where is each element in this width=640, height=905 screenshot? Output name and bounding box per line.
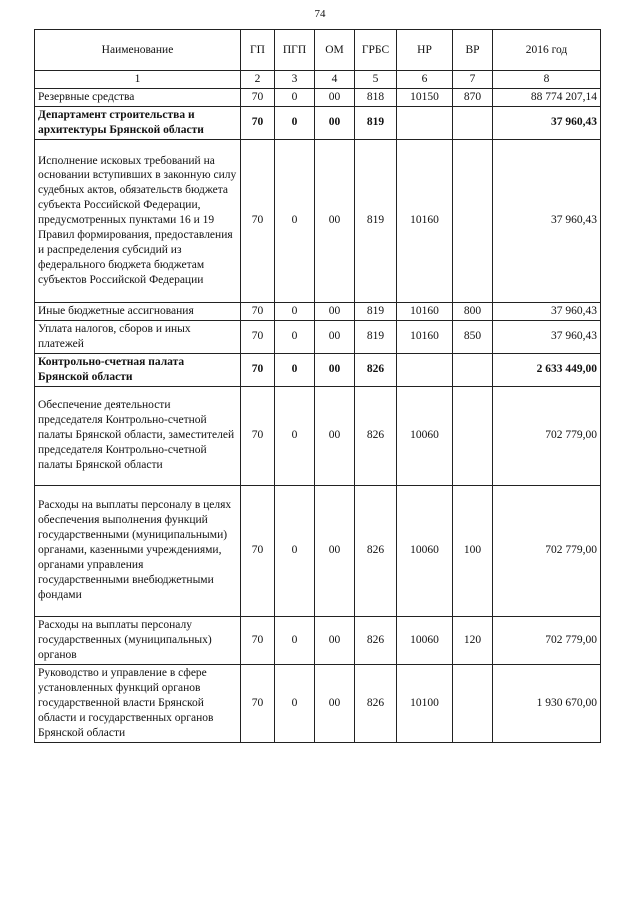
row-amount: 37 960,43 — [493, 139, 601, 302]
row-pgp: 0 — [275, 320, 315, 353]
header-vr: ВР — [453, 30, 493, 71]
row-amount: 702 779,00 — [493, 485, 601, 616]
row-nr: 10160 — [397, 302, 453, 320]
row-vr — [453, 353, 493, 386]
header-nr: НР — [397, 30, 453, 71]
row-amount: 702 779,00 — [493, 616, 601, 664]
row-om: 00 — [315, 664, 355, 742]
row-gp: 70 — [241, 485, 275, 616]
row-name: Расходы на выплаты персоналу государственных (муниципальных) органов — [35, 616, 241, 664]
row-gp: 70 — [241, 106, 275, 139]
row-vr — [453, 139, 493, 302]
row-gp: 70 — [241, 320, 275, 353]
row-gp: 70 — [241, 302, 275, 320]
column-number: 7 — [453, 71, 493, 89]
header-name: Наименование — [35, 30, 241, 71]
row-gp: 70 — [241, 88, 275, 106]
table-row — [35, 320, 601, 353]
row-vr — [453, 386, 493, 485]
column-number: 4 — [315, 71, 355, 89]
row-vr: 800 — [453, 302, 493, 320]
row-gp: 70 — [241, 664, 275, 742]
row-nr: 10160 — [397, 320, 453, 353]
budget-table — [34, 29, 601, 743]
header-grbs: ГРБС — [355, 30, 397, 71]
table-row — [35, 88, 601, 106]
header-year: 2016 год — [493, 30, 601, 71]
row-om: 00 — [315, 353, 355, 386]
row-grbs: 819 — [355, 139, 397, 302]
row-nr — [397, 106, 453, 139]
row-name: Расходы на выплаты персоналу в целях обеспечения выполнения функций государственными (муниципальными) органами, казенными учреждениями, органами управления государственными внебюджетными фондами — [35, 485, 241, 616]
table-row — [35, 386, 601, 485]
row-om: 00 — [315, 386, 355, 485]
row-pgp: 0 — [275, 302, 315, 320]
row-vr: 120 — [453, 616, 493, 664]
row-nr: 10060 — [397, 485, 453, 616]
row-nr: 10060 — [397, 386, 453, 485]
header-om: ОМ — [315, 30, 355, 71]
row-vr: 850 — [453, 320, 493, 353]
row-om: 00 — [315, 485, 355, 616]
row-om: 00 — [315, 88, 355, 106]
row-om: 00 — [315, 320, 355, 353]
row-name: Обеспечение деятельности председателя Контрольно-счетной палаты Брянской области, заместителей председателя Контрольно-счетной палаты Брянской области — [35, 386, 241, 485]
row-amount: 2 633 449,00 — [493, 353, 601, 386]
row-vr: 100 — [453, 485, 493, 616]
table-row — [35, 485, 601, 616]
row-pgp: 0 — [275, 616, 315, 664]
column-number: 8 — [493, 71, 601, 89]
row-om: 00 — [315, 616, 355, 664]
column-number: 1 — [35, 71, 241, 89]
row-grbs: 826 — [355, 664, 397, 742]
row-om: 00 — [315, 302, 355, 320]
row-gp: 70 — [241, 616, 275, 664]
row-grbs: 826 — [355, 485, 397, 616]
row-grbs: 819 — [355, 106, 397, 139]
row-grbs: 818 — [355, 88, 397, 106]
row-gp: 70 — [241, 139, 275, 302]
row-name: Резервные средства — [35, 88, 241, 106]
row-amount: 88 774 207,14 — [493, 88, 601, 106]
row-om: 00 — [315, 139, 355, 302]
column-number: 5 — [355, 71, 397, 89]
row-gp: 70 — [241, 353, 275, 386]
row-grbs: 819 — [355, 320, 397, 353]
row-name: Уплата налогов, сборов и иных платежей — [35, 320, 241, 353]
row-amount: 702 779,00 — [493, 386, 601, 485]
row-pgp: 0 — [275, 139, 315, 302]
column-number: 3 — [275, 71, 315, 89]
header-row — [35, 30, 601, 71]
table-row — [35, 302, 601, 320]
row-pgp: 0 — [275, 106, 315, 139]
row-name: Исполнение исковых требований на основании вступивших в законную силу судебных актов, обязательств бюджета субъекта Российской Федерации, предусмотренных пунктами 16 и 19 Правил формирования, предоставления и распределения субсидий из федерального бюджета бюджетам субъектов Российской Федерации — [35, 139, 241, 302]
column-number: 2 — [241, 71, 275, 89]
row-amount: 1 930 670,00 — [493, 664, 601, 742]
table-row — [35, 616, 601, 664]
row-nr: 10060 — [397, 616, 453, 664]
row-nr: 10150 — [397, 88, 453, 106]
row-nr: 10160 — [397, 139, 453, 302]
column-number-row — [35, 71, 601, 89]
table-row — [35, 139, 601, 302]
row-amount: 37 960,43 — [493, 302, 601, 320]
header-gp: ГП — [241, 30, 275, 71]
row-pgp: 0 — [275, 664, 315, 742]
row-pgp: 0 — [275, 88, 315, 106]
row-nr — [397, 353, 453, 386]
row-pgp: 0 — [275, 485, 315, 616]
row-name: Иные бюджетные ассигнования — [35, 302, 241, 320]
row-name: Департамент строительства и архитектуры Брянской области — [35, 106, 241, 139]
table-row — [35, 353, 601, 386]
row-vr — [453, 106, 493, 139]
row-vr: 870 — [453, 88, 493, 106]
table-row — [35, 664, 601, 742]
row-om: 00 — [315, 106, 355, 139]
header-pgp: ПГП — [275, 30, 315, 71]
row-grbs: 826 — [355, 386, 397, 485]
row-grbs: 819 — [355, 302, 397, 320]
row-pgp: 0 — [275, 353, 315, 386]
row-name: Контрольно-счетная палата Брянской области — [35, 353, 241, 386]
row-pgp: 0 — [275, 386, 315, 485]
row-amount: 37 960,43 — [493, 106, 601, 139]
row-name: Руководство и управление в сфере установленных функций органов государственной власти Брянской области и государственных органов Брянской области — [35, 664, 241, 742]
row-nr: 10100 — [397, 664, 453, 742]
table-row — [35, 106, 601, 139]
row-vr — [453, 664, 493, 742]
row-gp: 70 — [241, 386, 275, 485]
row-grbs: 826 — [355, 353, 397, 386]
page-number: 74 — [314, 8, 326, 20]
row-amount: 37 960,43 — [493, 320, 601, 353]
row-grbs: 826 — [355, 616, 397, 664]
column-number: 6 — [397, 71, 453, 89]
